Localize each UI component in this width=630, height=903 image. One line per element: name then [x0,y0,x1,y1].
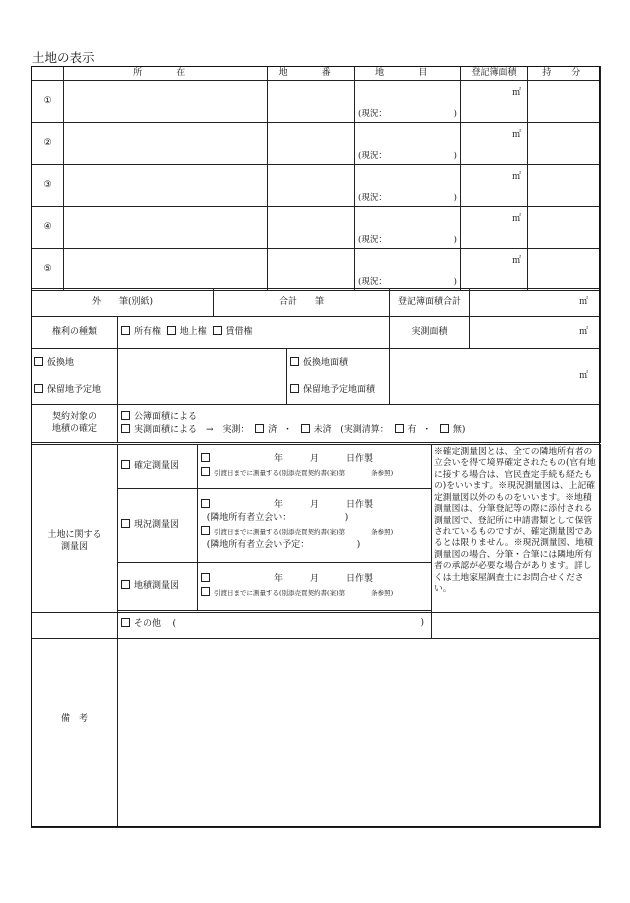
header-registered-area: 登記簿面積 [461,67,528,81]
kakutei-option: 確定測量図 [118,445,198,489]
land-row [32,123,601,165]
summary-row [32,289,601,317]
land-row [32,81,601,123]
summary-table [31,288,601,443]
kanchi-input[interactable] [118,349,287,405]
land-category-cell[interactable]: (現況： ) [355,249,461,291]
genkyo-detail: 年 月 日作製 (隣地所有者立会い： ) 引渡日までに測量する(別添売買契約書(案)第 条参照) (隣地所有者立会い予定： ) [198,489,432,563]
rights-options: 所有権 地上権 賃借権 [118,317,390,349]
survey-notdone-checkbox[interactable] [301,424,310,433]
horyu-checkbox[interactable] [34,384,43,393]
land-category-cell[interactable]: (現況： ) [355,207,461,249]
location-cell[interactable] [64,249,268,291]
location-cell[interactable] [64,81,268,123]
header-lot-number: 地 番 [268,67,355,81]
registered-total-value[interactable]: ㎡ [470,289,601,317]
registered-area-cell[interactable]: ㎡ [461,123,528,165]
other-lots: 外 筆(別紙) [32,289,214,317]
remarks-table [31,612,601,828]
genkyo-checkbox[interactable] [121,519,130,528]
measured-area-label: 実測面積 [390,317,470,349]
survey-kakutei-row [32,445,601,489]
row-number: ④ [32,207,64,249]
header-share: 持 分 [528,67,601,81]
registered-area-cell[interactable]: ㎡ [461,249,528,291]
registered-area-cell[interactable]: ㎡ [461,207,528,249]
ownership-checkbox[interactable] [121,326,130,335]
land-category-cell[interactable]: (現況： ) [355,123,461,165]
lot-number-cell[interactable] [268,165,355,207]
page-title: 土地の表示 [32,50,95,65]
share-cell[interactable] [528,123,601,165]
genkyo-delivery-checkbox[interactable] [201,526,210,535]
land-row [32,165,601,207]
chiseki-checkbox[interactable] [121,580,130,589]
row-number: ① [32,81,64,123]
location-cell[interactable] [64,165,268,207]
genkyo-date-checkbox[interactable] [201,499,210,508]
measured-area-value[interactable]: ㎡ [470,317,601,349]
header-location: 所 在 [64,67,268,81]
contract-label: 契約対象の 地積の確定 [32,405,118,443]
public-area-checkbox[interactable] [121,411,130,420]
surface-right-checkbox[interactable] [167,326,176,335]
horyu-area-checkbox[interactable] [290,384,299,393]
row-number: ② [32,123,64,165]
share-cell[interactable] [528,165,601,207]
registered-total-label: 登記簿面積合計 [390,289,470,317]
land-table [31,66,601,291]
share-cell[interactable] [528,207,601,249]
land-row [32,249,601,291]
land-category-cell[interactable]: (現況： ) [355,81,461,123]
total-lots: 合計 筆 [214,289,390,317]
survey-done-checkbox[interactable] [255,424,264,433]
share-cell[interactable] [528,249,601,291]
share-cell[interactable] [528,81,601,123]
survey-label: 土地に関する 測量図 [32,445,118,639]
location-cell[interactable] [64,123,268,165]
contract-options: 公簿面積による 実測面積による → 実測： 済 ・ 未済 (実測清算： 有 ・ 無) [118,405,601,443]
registered-area-cell[interactable]: ㎡ [461,81,528,123]
chiseki-delivery-checkbox[interactable] [201,587,210,596]
lease-right-checkbox[interactable] [213,326,222,335]
other-option: その他 ( ) [118,611,432,639]
row-number: ③ [32,165,64,207]
survey-table [31,444,601,639]
rights-label: 権利の種類 [32,317,118,349]
land-table-header [32,67,601,81]
genkyo-option: 現況測量図 [118,489,198,563]
header-land-category: 地 目 [355,67,461,81]
lot-number-cell[interactable] [268,123,355,165]
kakutei-detail: 年 月 日作製 引渡日までに測量する(別添売買契約書(案)第 条参照) [198,445,432,489]
settle-no-checkbox[interactable] [440,424,449,433]
land-row [32,207,601,249]
measured-area-checkbox[interactable] [121,424,130,433]
rights-row [32,317,601,349]
chiseki-detail: 年 月 日作製 引渡日までに測量する(別添売買契約書(案)第 条参照) [198,563,432,611]
kanchi-checkbox[interactable] [34,357,43,366]
lot-number-cell[interactable] [268,249,355,291]
lot-number-cell[interactable] [268,81,355,123]
kanchi-area-value[interactable]: ㎡ [390,349,601,405]
kanchi-options: 仮換地 保留地予定地 [32,349,118,405]
kakutei-delivery-checkbox[interactable] [201,467,210,476]
row-number: ⑤ [32,249,64,291]
land-category-cell[interactable]: (現況： ) [355,165,461,207]
kanchi-row [32,349,601,405]
chiseki-date-checkbox[interactable] [201,573,210,582]
survey-note: ※確定測量図とは、全ての隣地所有者の立会いを得て境界確定されたもの(官有地に接する場合は、官民査定手続も経たもの)をいいます。※現況測量図は、上記確定測量図以外のものをいいます。※地積測量図は、分筆登記等の際に添付される測量図で、登記所に申請書類として保管されているものですが、確定測量図であるとは限りません。※現況測量図、地積測量図の場合、分筆・合筆には隣地所有者の承認が必要な場合があります。詳しくは土地家屋調査士にお問合せください。 [432,445,601,639]
remarks-input[interactable] [118,613,601,828]
lot-number-cell[interactable] [268,207,355,249]
kanchi-area-checkbox[interactable] [290,357,299,366]
registered-area-cell[interactable]: ㎡ [461,165,528,207]
kakutei-checkbox[interactable] [121,460,130,469]
location-cell[interactable] [64,207,268,249]
chiseki-option: 地積測量図 [118,563,198,611]
kakutei-date-checkbox[interactable] [201,453,210,462]
contract-row [32,405,601,443]
remarks-label: 備 考 [32,613,118,828]
settle-yes-checkbox[interactable] [395,424,404,433]
kanchi-area-options: 仮換地面積 保留地予定地面積 [287,349,390,405]
